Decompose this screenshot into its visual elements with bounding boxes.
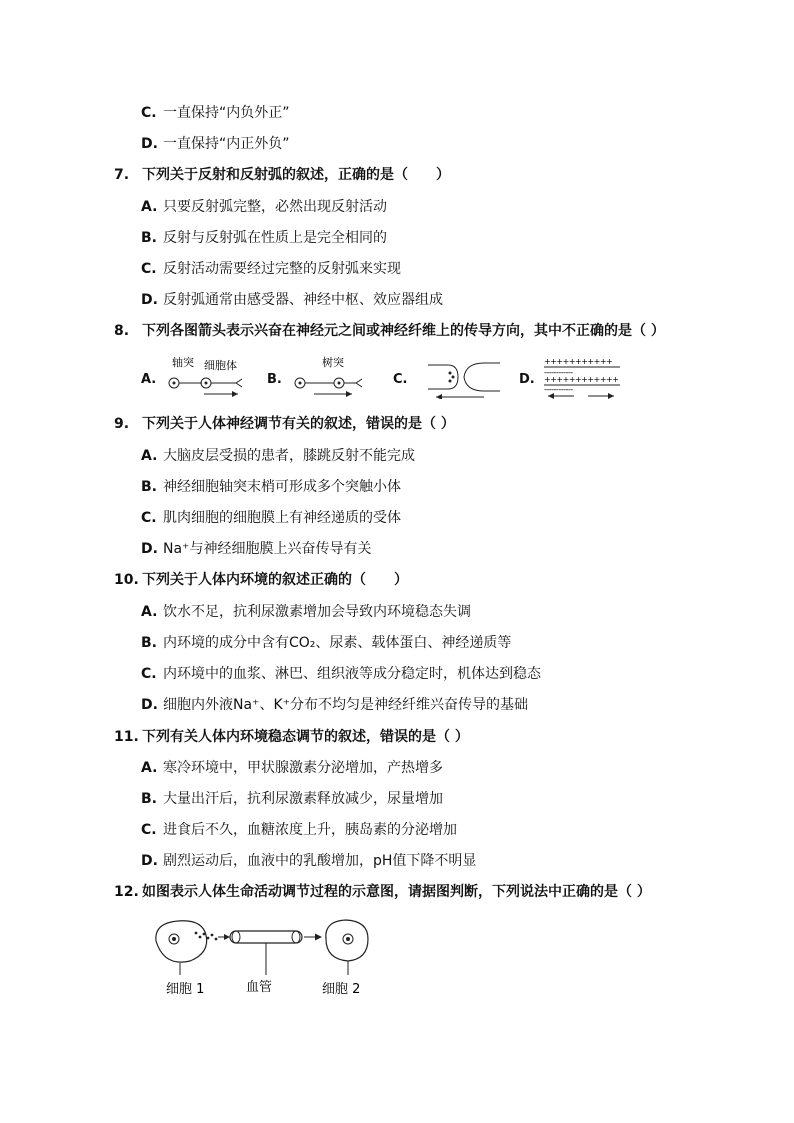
cell-body-label: 细胞体 — [204, 359, 237, 372]
option-label: D. — [141, 697, 158, 713]
option-label: C. — [141, 105, 157, 121]
option-label: D. — [141, 541, 158, 557]
option-text: 进食后不久，血糖浓度上升，胰岛素的分泌增加 — [163, 822, 457, 838]
q10-option-b — [141, 634, 511, 652]
q9-option-b — [141, 478, 401, 496]
arrow-head — [346, 391, 352, 397]
option-label: C. — [141, 822, 157, 838]
q10-option-a — [141, 603, 471, 621]
dendrite-branch — [236, 379, 242, 387]
dendrite-label: 树突 — [322, 356, 344, 369]
option-label: A. — [141, 448, 158, 464]
option-label: D. — [141, 136, 158, 152]
question-number: 12. — [114, 884, 139, 900]
question-text: 下列关于人体内环境的叙述正确的（ ） — [142, 572, 408, 588]
option-label: A. — [141, 604, 158, 620]
secreted-particle — [203, 933, 206, 936]
option-text: 反射弧通常由感受器、神经中枢、效应器组成 — [163, 292, 443, 308]
option-label: C. — [141, 666, 157, 682]
option-text: 反射与反射弧在性质上是完全相同的 — [163, 230, 387, 246]
q11-option-a — [141, 759, 443, 777]
arrow-head — [315, 934, 322, 941]
cell-1-label: 细胞 1 — [166, 982, 205, 997]
option-label: D. — [141, 853, 158, 869]
option-text: Na⁺与神经细胞膜上兴奋传导有关 — [163, 541, 372, 557]
question-text: 下列关于反射和反射弧的叙述，正确的是（ ） — [142, 167, 450, 183]
q9-option-a — [141, 447, 415, 465]
q8-figure-label-c: C. — [393, 372, 408, 387]
cell-2-label: 细胞 2 — [322, 982, 361, 997]
synaptic-vesicle — [449, 372, 452, 375]
option-text: 反射活动需要经过完整的反射弧来实现 — [163, 261, 401, 277]
synaptic-vesicle — [449, 380, 452, 383]
secreted-particle — [207, 937, 210, 940]
q10-option-c — [141, 665, 541, 683]
q8-figure-label-d: D. — [519, 372, 535, 387]
option-text: 肌肉细胞的细胞膜上有神经递质的受体 — [163, 510, 401, 526]
question-number: 9. — [114, 416, 130, 432]
synaptic-vesicle — [452, 376, 455, 379]
option-text: 细胞内外液Na⁺、K⁺分布不均匀是神经纤维兴奋传导的基础 — [163, 697, 529, 713]
q12-figure — [150, 915, 380, 1001]
question-12-stem — [114, 883, 651, 901]
option-text: 饮水不足，抗利尿激素增加会导致内环境稳态失调 — [163, 604, 471, 620]
question-text: 下列各图箭头表示兴奋在神经元之间或神经纤维上的传导方向，其中不正确的是（ ） — [142, 323, 665, 339]
neuron-nucleus — [338, 382, 341, 385]
q6-option-d — [141, 135, 290, 153]
option-text: 只要反射弧完整，必然出现反射活动 — [163, 199, 387, 215]
dendrite-branch — [356, 379, 362, 387]
q7-option-c — [141, 260, 401, 278]
option-label: B. — [141, 791, 157, 807]
membrane-charge-inner1: ------------ — [544, 368, 573, 377]
question-text: 下列有关人体内环境稳态调节的叙述，错误的是（ ） — [142, 729, 469, 745]
q11-option-d — [141, 852, 476, 870]
q9-option-d — [141, 540, 371, 558]
option-label: B. — [141, 230, 157, 246]
option-text: 一直保持“内正外负” — [163, 136, 290, 152]
option-text: 大量出汗后，抗利尿激素释放减少，尿量增加 — [163, 791, 443, 807]
option-label: A. — [141, 760, 158, 776]
q8-figure-a — [164, 355, 250, 399]
membrane-charge-bottom: ------------ — [544, 385, 573, 394]
secreted-particle — [215, 938, 218, 941]
q8-figure-b — [290, 355, 370, 399]
q10-option-d — [141, 696, 528, 714]
question-8-stem — [114, 322, 665, 340]
option-text: 剧烈运动后，血液中的乳酸增加，pH值下降不明显 — [163, 853, 477, 869]
option-text: 一直保持“内负外正” — [163, 105, 290, 121]
secreted-particle — [199, 936, 202, 939]
option-text: 大脑皮层受损的患者，膝跳反射不能完成 — [163, 448, 415, 464]
option-text: 神经细胞轴突末梢可形成多个突触小体 — [163, 479, 401, 495]
q8-figure-d — [542, 355, 622, 399]
q7-option-a — [141, 198, 387, 216]
postsynaptic-membrane — [464, 363, 500, 391]
arrow-head-right — [608, 393, 614, 399]
option-text: 寒冷环境中，甲状腺激素分泌增加，产热增多 — [163, 760, 443, 776]
arrow-head — [232, 391, 238, 397]
option-label: B. — [141, 635, 157, 651]
arrow-head — [224, 934, 230, 940]
question-7-stem — [114, 166, 450, 184]
option-text: 内环境中的血浆、淋巴、组织液等成分稳定时，机体达到稳态 — [163, 666, 541, 682]
membrane-charge-inner2: ++++++++++++ — [544, 375, 619, 384]
axon-label: 轴突 — [172, 356, 194, 369]
question-number: 7. — [114, 167, 130, 183]
option-label: C. — [141, 510, 157, 526]
question-text: 如图表示人体生命活动调节过程的示意图，请据图判断，下列说法中正确的是（ ） — [142, 884, 651, 900]
q9-option-c — [141, 509, 401, 527]
blood-vessel — [230, 931, 302, 943]
neuron-nucleus — [299, 382, 302, 385]
q7-option-d — [141, 291, 443, 309]
question-number: 8. — [114, 323, 130, 339]
option-text: 内环境的成分中含有CO₂、尿素、载体蛋白、神经递质等 — [163, 635, 512, 651]
cell-1-nucleolus — [172, 937, 176, 941]
question-11-stem — [114, 728, 469, 746]
neuron-nucleus — [173, 382, 176, 385]
vessel-opening-right — [292, 931, 300, 943]
secreted-particle — [195, 932, 198, 935]
question-9-stem — [114, 415, 455, 433]
q8-figure-label-a: A. — [141, 372, 157, 387]
cell-2-nucleolus — [346, 937, 350, 941]
q7-option-b — [141, 229, 387, 247]
q6-option-c — [141, 104, 290, 122]
option-label: A. — [141, 199, 158, 215]
neuron-nucleus — [205, 382, 208, 385]
cell-1-outline — [156, 921, 207, 962]
option-label: B. — [141, 479, 157, 495]
q8-figure-c — [426, 355, 502, 399]
vessel-label: 血管 — [246, 980, 273, 995]
q11-option-b — [141, 790, 443, 808]
question-10-stem — [114, 571, 408, 589]
question-number: 10. — [114, 572, 139, 588]
vessel-opening-left — [232, 931, 240, 943]
question-text: 下列关于人体神经调节有关的叙述，错误的是（ ） — [142, 416, 455, 432]
question-number: 11. — [114, 729, 139, 745]
secreted-particle — [211, 934, 214, 937]
q8-figure-label-b: B. — [267, 372, 282, 387]
option-label: D. — [141, 292, 158, 308]
q11-option-c — [141, 821, 457, 839]
membrane-charge-top: +++++++++++ — [544, 357, 613, 366]
option-label: C. — [141, 261, 157, 277]
